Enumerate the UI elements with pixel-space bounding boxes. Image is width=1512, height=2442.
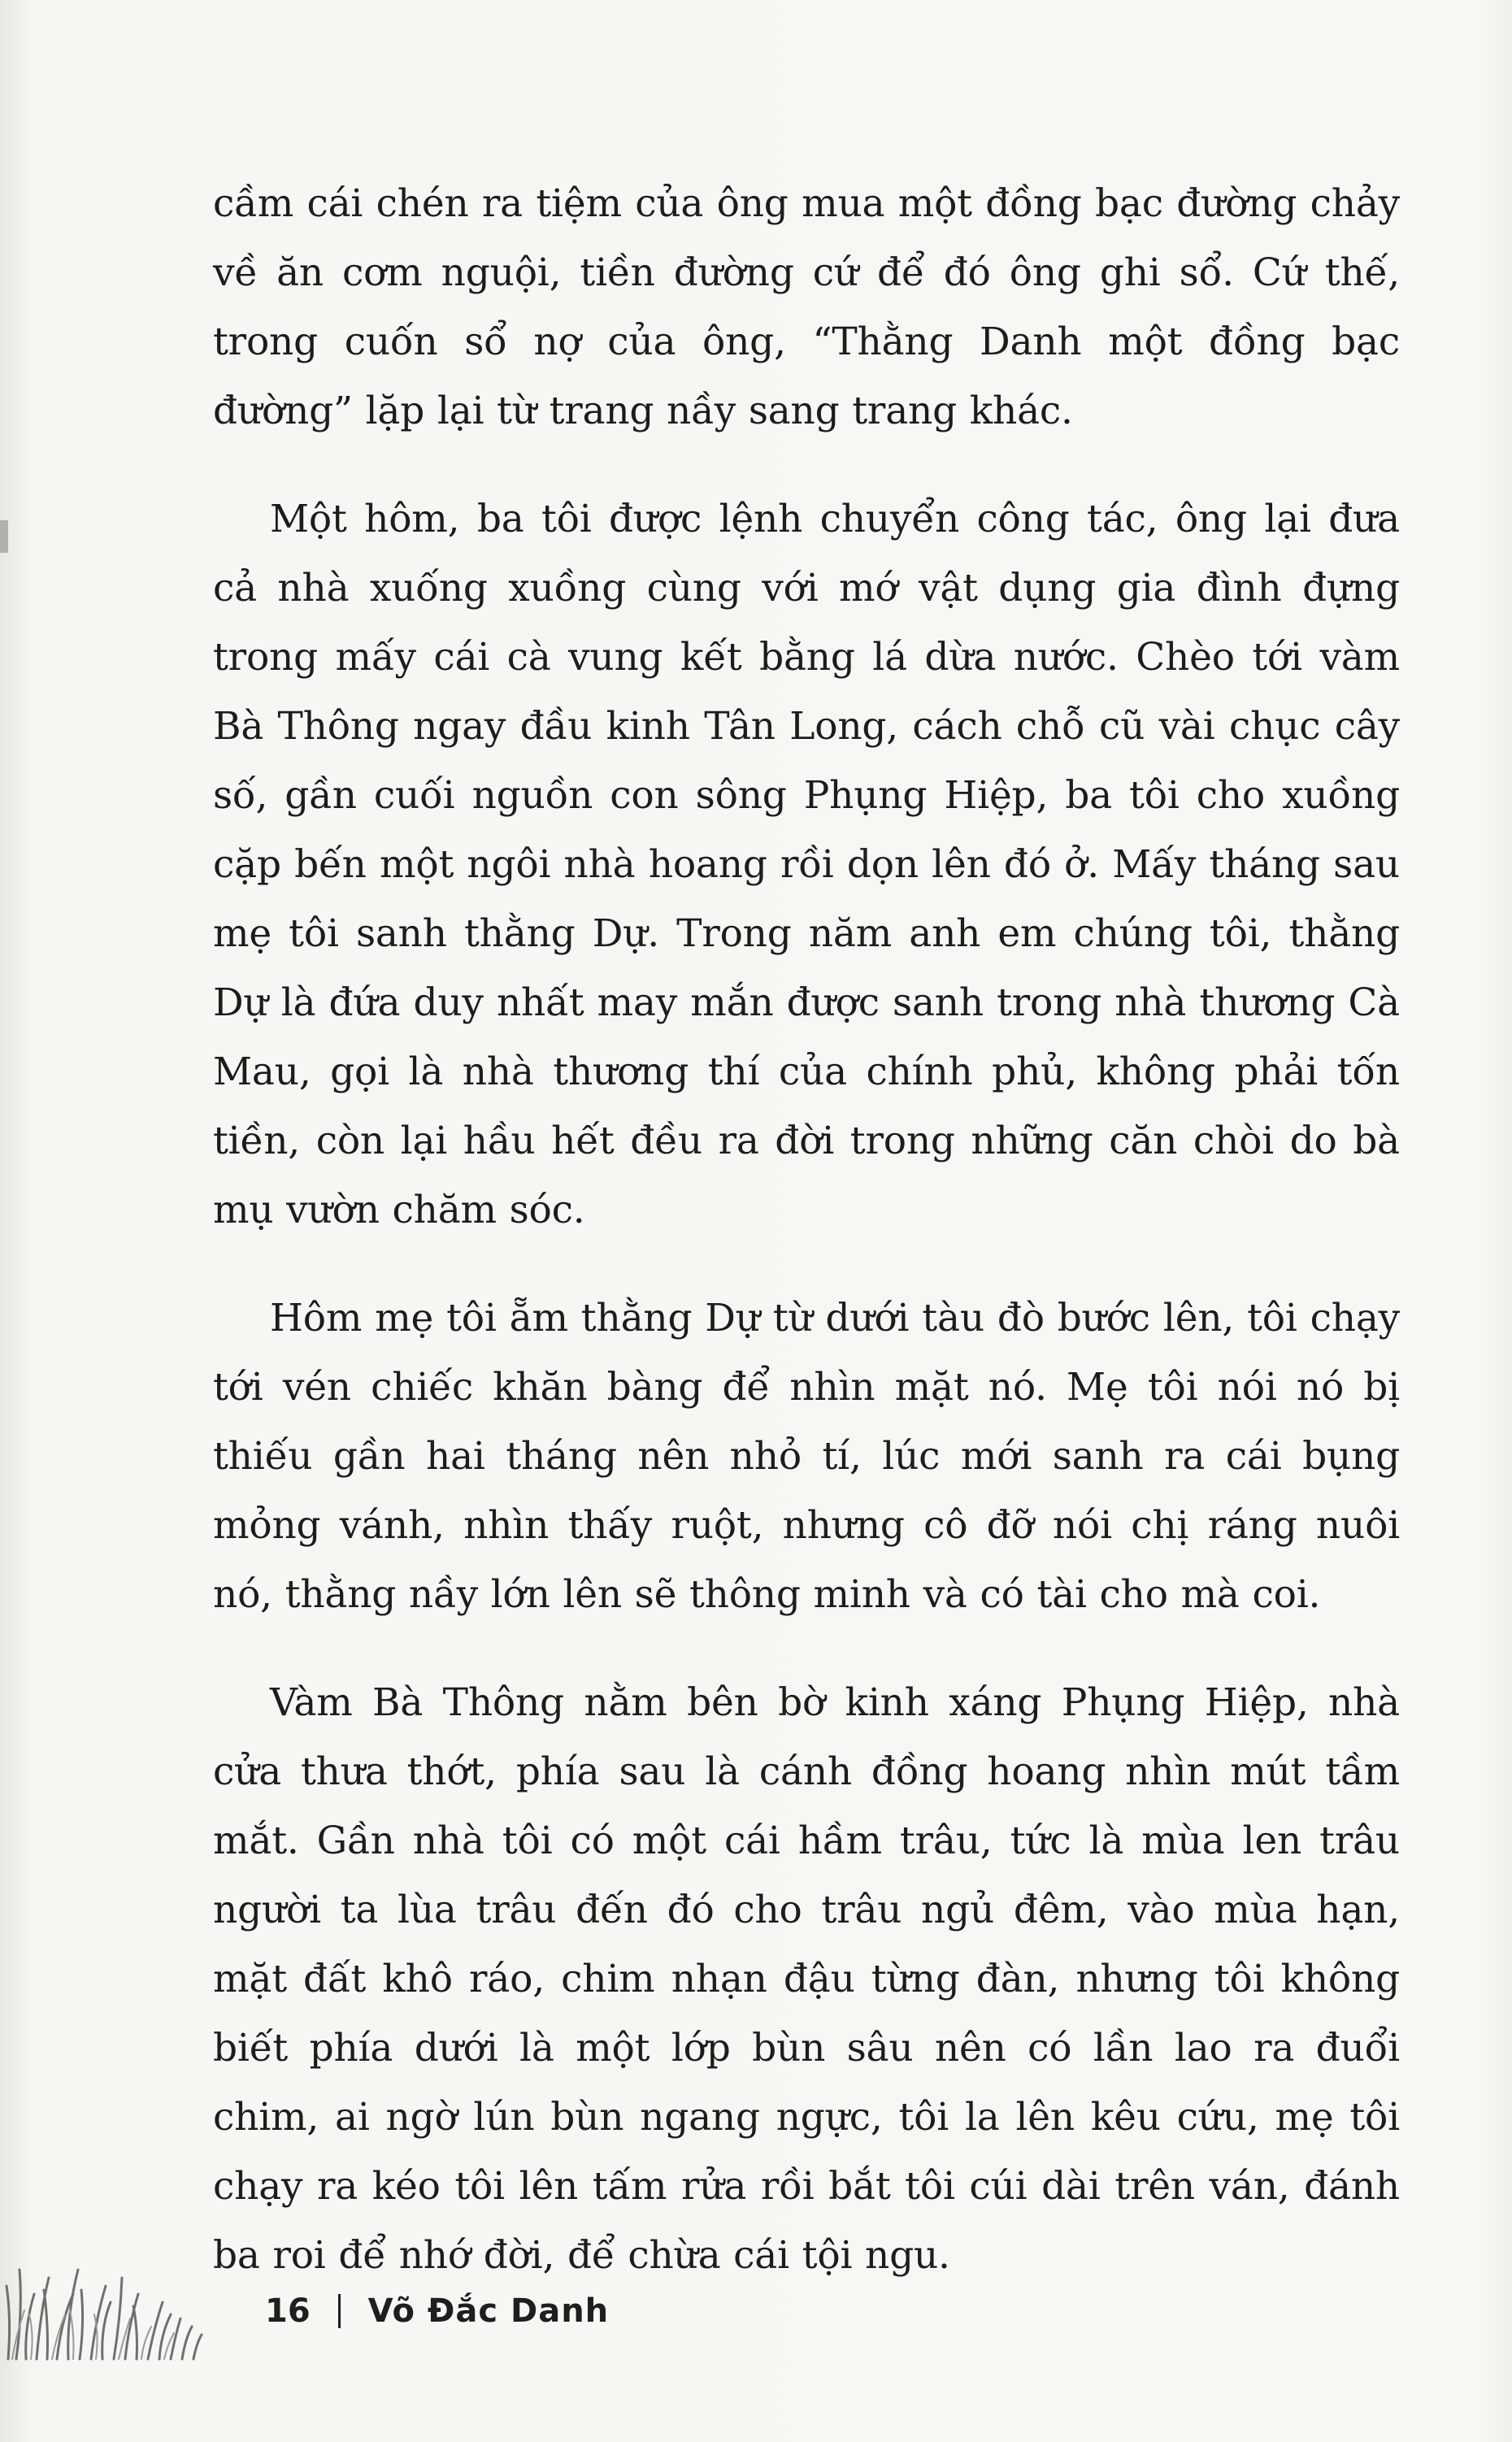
page-edge-mark [0,520,8,553]
body-text [213,169,1400,2290]
paragraph-1: cầm cái chén ra tiệm của ông mua một đồng bạc đường chảy về ăn cơm nguội, tiền đường cứ để đó ông ghi sổ. Cứ thế, trong cuốn sổ nợ của ông, “Thằng Danh một đồng bạc đường” lặp lại từ trang nầy sang trang khác. [213,181,1400,433]
page-footer [265,2292,609,2330]
paragraph-2: Một hôm, ba tôi được lệnh chuyển công tác, ông lại đưa cả nhà xuống xuồng cùng với mớ vật dụng gia đình đựng trong mấy cái cà vung kết bằng lá dừa nước. Chèo tới vàm Bà Thông ngay đầu kinh Tân Long, cách chỗ cũ vài chục cây số, gần cuối nguồn con sông Phụng Hiệp, ba tôi cho xuồng cặp bến một ngôi nhà hoang rồi dọn lên đó ở. Mấy tháng sau mẹ tôi sanh thằng Dự. Trong năm anh em chúng tôi, thằng Dự là đứa duy nhất may mắn được sanh trong nhà thương Cà Mau, gọi là nhà thương thí của chính phủ, không phải tốn tiền, còn lại hầu hết đều ra đời trong những căn chòi do bà mụ vườn chăm sóc. [213,497,1400,1232]
paragraph-3: Hôm mẹ tôi ẵm thằng Dự từ dưới tàu đò bước lên, tôi chạy tới vén chiếc khăn bàng để nhìn mặt nó. Mẹ tôi nói nó bị thiếu gần hai tháng nên nhỏ tí, lúc mới sanh ra cái bụng mỏng vánh, nhìn thấy ruột, nhưng cô đỡ nói chị ráng nuôi nó, thằng nầy lớn lên sẽ thông minh và có tài cho mà coi. [213,1296,1400,1617]
paragraph-4: Vàm Bà Thông nằm bên bờ kinh xáng Phụng Hiệp, nhà cửa thưa thớt, phía sau là cánh đồng hoang nhìn mút tầm mắt. Gần nhà tôi có một cái hầm trâu, tức là mùa len trâu người ta lùa trâu đến đó cho trâu ngủ đêm, vào mùa hạn, mặt đất khô ráo, chim nhạn đậu từng đàn, nhưng tôi không biết phía dưới là một lớp bùn sâu nên có lần lao ra đuổi chim, ai ngờ lún bùn ngang ngực, tôi la lên kêu cứu, mẹ tôi chạy ra kéo tôi lên tấm rửa rồi bắt tôi cúi dài trên ván, đánh ba roi để nhớ đời, để chừa cái tội ngu. [213,1680,1400,2278]
grass-illustration [0,2213,228,2367]
page-number: 16 [265,2292,311,2330]
author-name: Võ Đắc Danh [367,2292,610,2330]
footer-divider [338,2294,341,2328]
